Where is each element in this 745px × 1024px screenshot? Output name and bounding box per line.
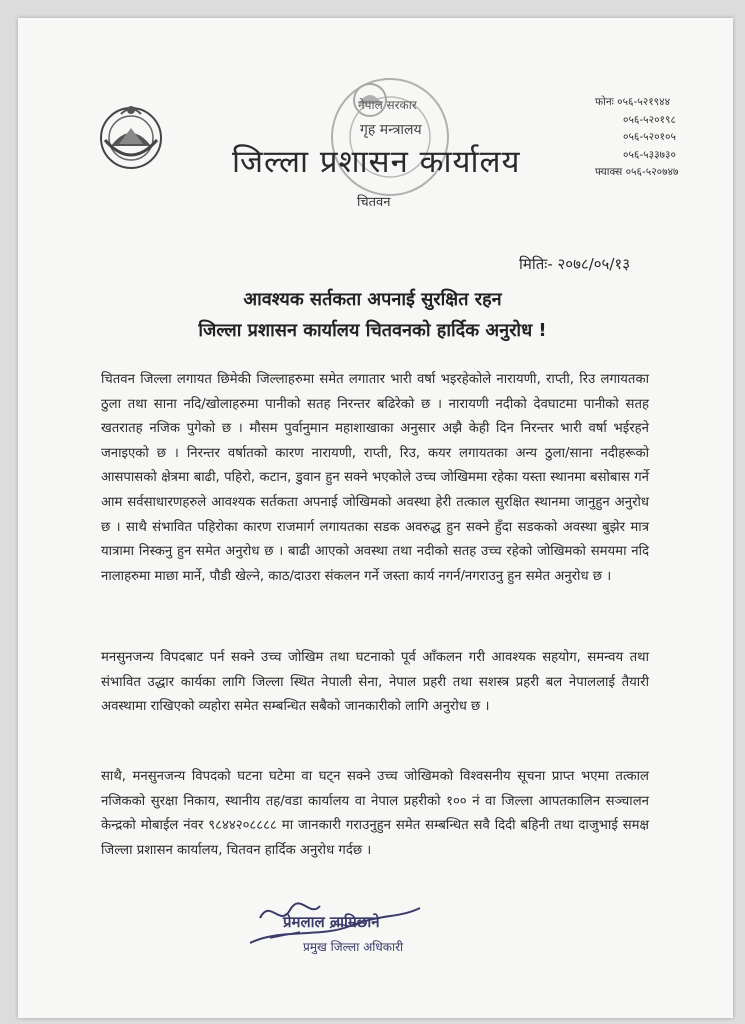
body-paragraph-2: मनसुनजन्य विपदबाट पर्न सक्ने उच्च जोखिम तथा घटनाको पूर्व आँकलन गरी आवश्यक सहयोग, समन्वय तथा संभावित उद्धार कार्यका लागि जिल्ला स्थित नेपाली सेना, नेपाल प्रहरी तथा सशस्त्र प्रहरी बल नेपाललाई तैयारी अवस्थामा राखिएको व्यहोरा समेत सम्बन्धित सबैको जानकारीको लागि अनुरोध छ । [101,650,649,715]
body-paragraph-1: चितवन जिल्ला लगायत छिमेकी जिल्लाहरुमा समेत लगातार भारी वर्षा भइरहेकोले नारायणी, राप्ती, रिउ लगायतका ठुला तथा साना नदि/खोलाहरुमा पानीको सतह निरन्तर बढिरेको छ । नारायणी नदीको देवघाटमा पानीको सतह खतरातह नजिक पुगेको छ । मौसम पुर्वानुमान महाशाखाका अनुसार अझै केही दिन निरन्तर भारी वर्षा भईरहने जनाइएको छ । निरन्तर वर्षातको कारण नारायणी, राप्ती, रिउ, कयर लगायतका अन्य ठुला/साना नदीहरूको आसपासको क्षेत्रमा बाढी, पहिरो, कटान, डुवान हुन सक्ने भएकोले उच्च जोखिममा रहेका यस्ता स्थानमा बसोबास गर्ने आम सर्वसाधारणहरुले आवश्यक सर्तकता अपनाई जोखिमको अवस्था हेरी तत्काल सुरक्षित स्थानमा जानुहुन अनुरोध छ । साथै संभावित पहिरोका कारण राजमार्ग लगायतका सडक अवरुद्ध हुन सक्ने हुँदा सडकको अवस्था बुझेर मात्र यात्रामा निस्कनु हुन समेत अनुरोध छ । बाढी आएको अवस्था तथा नदीको सतह उच्च रहेको जोखिमको समयमा नदि नालाहरुमा माछा मार्ने, पौडी खेल्ने, काठ/दाउरा संकलन गर्ने जस्ता कार्य नगर्न/नगराउनु हुन समेत अनुरोध छ । [101,372,649,584]
office-title: जिल्ला प्रशासन कार्यालय [232,144,521,180]
contact-label: फ्याक्स [595,166,623,178]
contact-value: ०५६-५२०७४७ [625,166,679,178]
nepal-emblem-icon [95,100,167,172]
contact-value: ०५६-५२०१९८ [623,113,676,126]
signatory-title: प्रमुख जिल्ला अधिकारी [303,940,404,954]
office-location: चितवन [357,195,391,210]
document-date: मितिः- २०७८/०५/१३ [519,255,631,273]
contact-row [595,164,735,182]
contact-value: ०५६-५३३७३० [623,148,676,161]
contact-row [595,94,735,112]
contact-row [595,112,735,130]
contact-value: ०५६-५२१९४४ [617,96,671,108]
contact-value: ०५६-५२०१०५ [623,131,676,143]
contact-row [595,147,735,165]
handwritten-signature [240,888,430,978]
contact-label: फोनः [595,96,614,108]
body-paragraph-3: साथै, मनसुनजन्य विपदको घटना घटेमा वा घट्न सक्ने उच्च जोखिमको विश्वसनीय सूचना प्राप्त भएमा तत्काल नजिकको सुरक्षा निकाय, स्थानीय तह/वडा कार्यालय वा नेपाल प्रहरीको १०० नं वा जिल्ला आपतकालिन सञ्चालन केन्द्रको मोबाईल नंवर ९८४४२०८८८८ मा जानकारी गराउनुहुन समेत सम्बन्धित सवै दिदी बहिनी तथा दाजुभाई समक्ष जिल्ला प्रशासन कार्यालय, चितवन हार्दिक अनुरोध गर्दछ । [101,769,649,858]
contact-block [595,94,735,182]
signatory-name: प्रेमलाल लामिछाने [283,913,380,931]
headline-line-1: आवश्यक सर्तकता अपनाई सुरक्षित रहन [243,289,502,310]
government-name: नेपाल सरकार [358,98,417,112]
contact-row [595,129,735,147]
headline-line-2: जिल्ला प्रशासन कार्यालय चितवनको हार्दिक अनुरोध ! [198,320,547,341]
ministry-name: गृह मन्त्रालय [360,122,422,138]
